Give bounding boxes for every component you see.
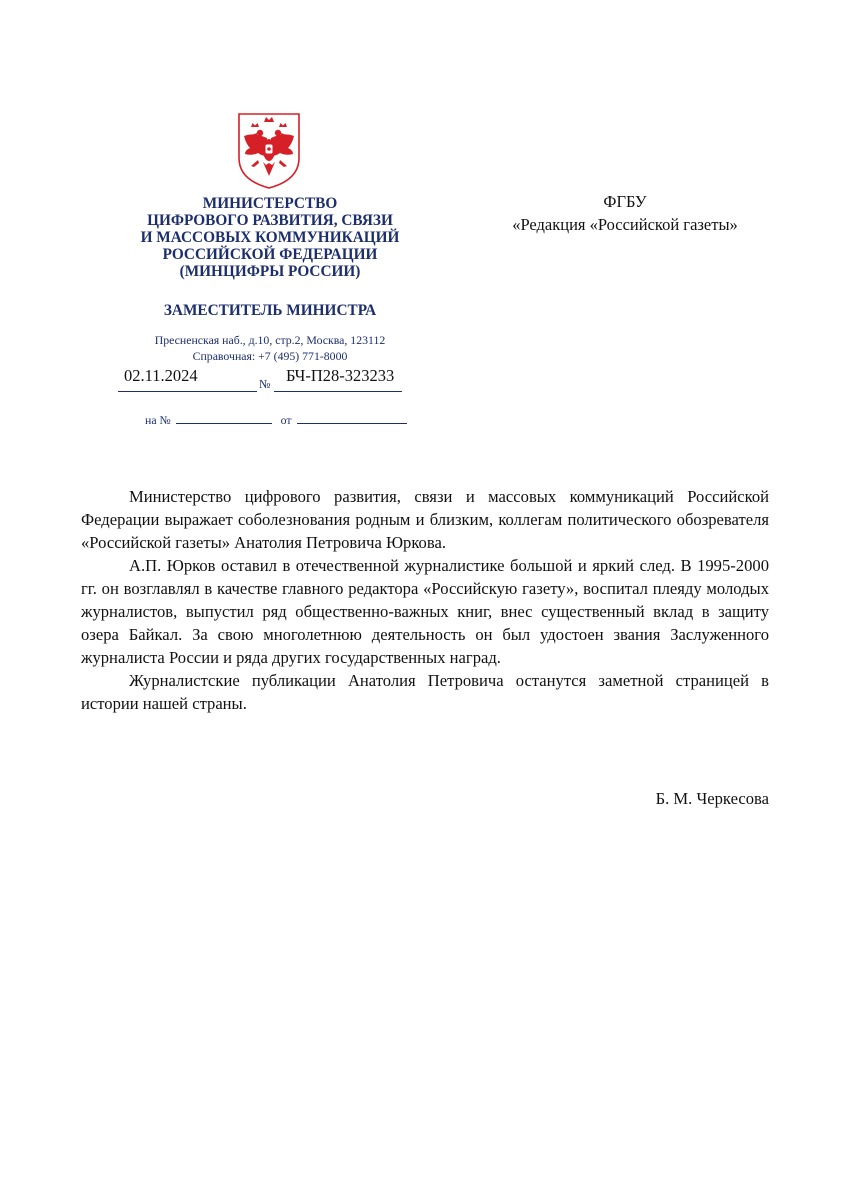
recipient-line: «Редакция «Российской газеты»: [512, 215, 738, 234]
date-underline: [118, 391, 257, 392]
ministry-line: РОССИЙСКОЙ ФЕДЕРАЦИИ: [162, 246, 378, 263]
reference-row: [145, 413, 407, 428]
coat-of-arms-icon: [236, 112, 302, 190]
recipient-block: [460, 190, 790, 236]
ministry-line: ЦИФРОВОГО РАЗВИТИЯ, СВЯЗИ: [147, 212, 393, 229]
ministry-line: (МИНЦИФРЫ РОССИИ): [179, 263, 361, 280]
recipient-line: ФГБУ: [603, 192, 647, 211]
body-paragraph: А.П. Юрков оставил в отечественной журналистике большой и яркий след. В 1995-2000 гг. он возглавлял в качестве главного редактора «Российскую газету», воспитал плеяду молодых журналистов, выпустил ряд общественно-важных книг, внес существенный вклад в защиту озера Байкал. За свою многолетнюю деятельность он был удостоен звания Заслуженного журналиста России и ряда других государственных наград.: [81, 556, 769, 667]
ministry-contacts: [110, 332, 430, 364]
registration-date: 02.11.2024: [124, 366, 198, 385]
ref-from-label: от: [280, 413, 292, 427]
deputy-minister-title: ЗАМЕСТИТЕЛЬ МИНИСТРА: [163, 302, 377, 319]
number-underline: [274, 391, 402, 392]
ministry-address: Пресненская наб., д.10, стр.2, Москва, 123112: [154, 333, 386, 347]
ministry-line: И МАССОВЫХ КОММУНИКАЦИЙ: [140, 229, 400, 246]
ministry-line: МИНИСТЕРСТВО: [202, 195, 338, 212]
ministry-phone: Справочная: +7 (495) 771-8000: [192, 349, 348, 363]
number-sign: №: [259, 377, 271, 391]
ref-number-label: на №: [145, 413, 171, 427]
ministry-name: [110, 195, 430, 280]
ref-date-blank: [297, 423, 407, 424]
body-paragraph: Министерство цифрового развития, связи и массовых коммуникаций Российской Федерации выражает соболезнования родным и близким, коллегам политического обозревателя «Российской газеты» Анатолия Петровича Юркова.: [81, 487, 769, 552]
body-paragraph: Журналистские публикации Анатолия Петровича останутся заметной страницей в истории нашей страны.: [81, 671, 769, 713]
ref-number-blank: [176, 423, 272, 424]
registration-number: БЧ-П28-323233: [286, 366, 395, 385]
letter-body: [81, 485, 769, 715]
signatory-name: Б. М. Черкесова: [655, 789, 769, 808]
